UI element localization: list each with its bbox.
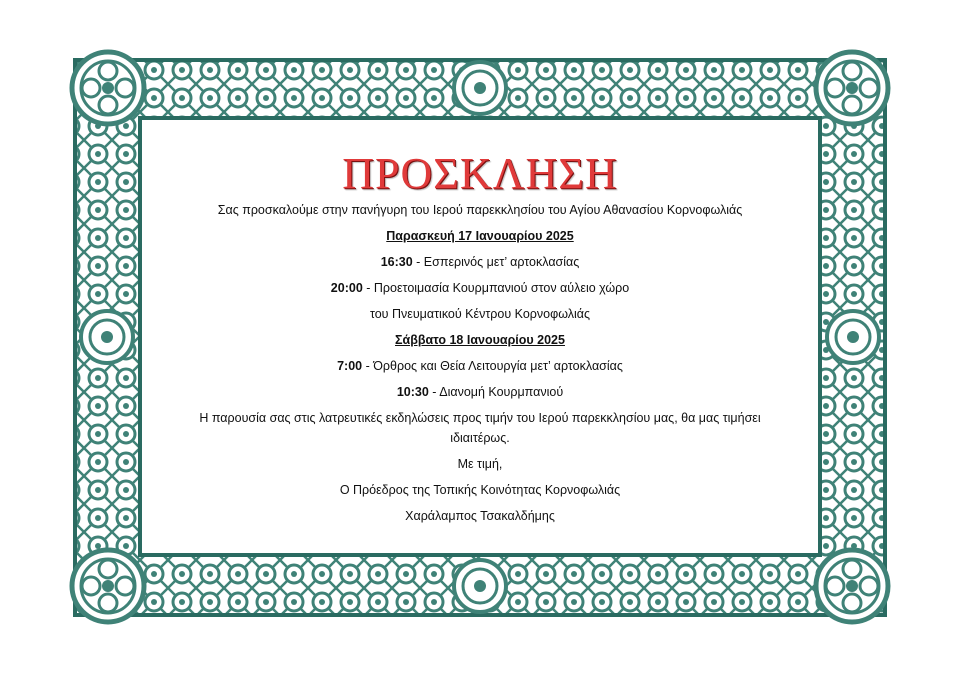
event-vespers xyxy=(150,254,810,270)
signer-name: Χαράλαμπος Τσακαλδήμης xyxy=(405,509,555,523)
corner-top-right xyxy=(816,52,888,124)
top-rosette xyxy=(454,62,506,114)
event-desc: - Όρθρος και Θεία Λειτουργία μετ’ αρτοκλασίας xyxy=(362,359,623,373)
closing-text-line1: Η παρουσία σας στις λατρευτικές εκδηλώσεις προς τιμήν του Ιερού παρεκκλησίου μας, θα μας τιμήσει xyxy=(199,411,761,425)
event-time: 16:30 xyxy=(380,255,413,269)
event-preparation xyxy=(150,280,810,296)
closing-text-line2: ιδιαιτέρως. xyxy=(450,431,510,445)
event-time: 20:00 xyxy=(330,281,363,295)
event-desc: - Προετοιμασία Κουρμπανιού στον αύλειο χώρο xyxy=(362,281,630,295)
event-desc: - Διανομή Κουρμπανιού xyxy=(428,385,564,399)
signer-role: Ο Πρόεδρος της Τοπικής Κοινότητας Κορνοφωλιάς xyxy=(339,483,621,497)
right-rosette xyxy=(827,311,879,363)
intro-text: Σας προσκαλούμε στην πανήγυρη του Ιερού παρεκκλησίου του Αγίου Αθανασίου Κορνοφωλιάς xyxy=(217,203,743,217)
page-title: ΠΡΟΣΚΛΗΣΗ xyxy=(342,149,618,198)
event-time: 7:00 xyxy=(337,359,363,373)
event-liturgy xyxy=(150,358,810,374)
invitation-body xyxy=(150,140,810,540)
event-desc: - Εσπερινός μετ’ αρτοκλασίας xyxy=(412,255,580,269)
bottom-rosette xyxy=(454,560,506,612)
corner-bottom-left xyxy=(72,550,144,622)
event-distribution xyxy=(150,384,810,400)
day2-date: Σάββατο 18 Ιανουαρίου 2025 xyxy=(395,333,565,347)
salutation: Με τιμή, xyxy=(457,457,503,471)
day1-date: Παρασκευή 17 Ιανουαρίου 2025 xyxy=(386,229,574,243)
event-location: του Πνευματικού Κέντρου Κορνοφωλιάς xyxy=(369,307,591,321)
left-rosette xyxy=(81,311,133,363)
corner-top-left xyxy=(72,52,144,124)
event-time: 10:30 xyxy=(396,385,429,399)
corner-bottom-right xyxy=(816,550,888,622)
